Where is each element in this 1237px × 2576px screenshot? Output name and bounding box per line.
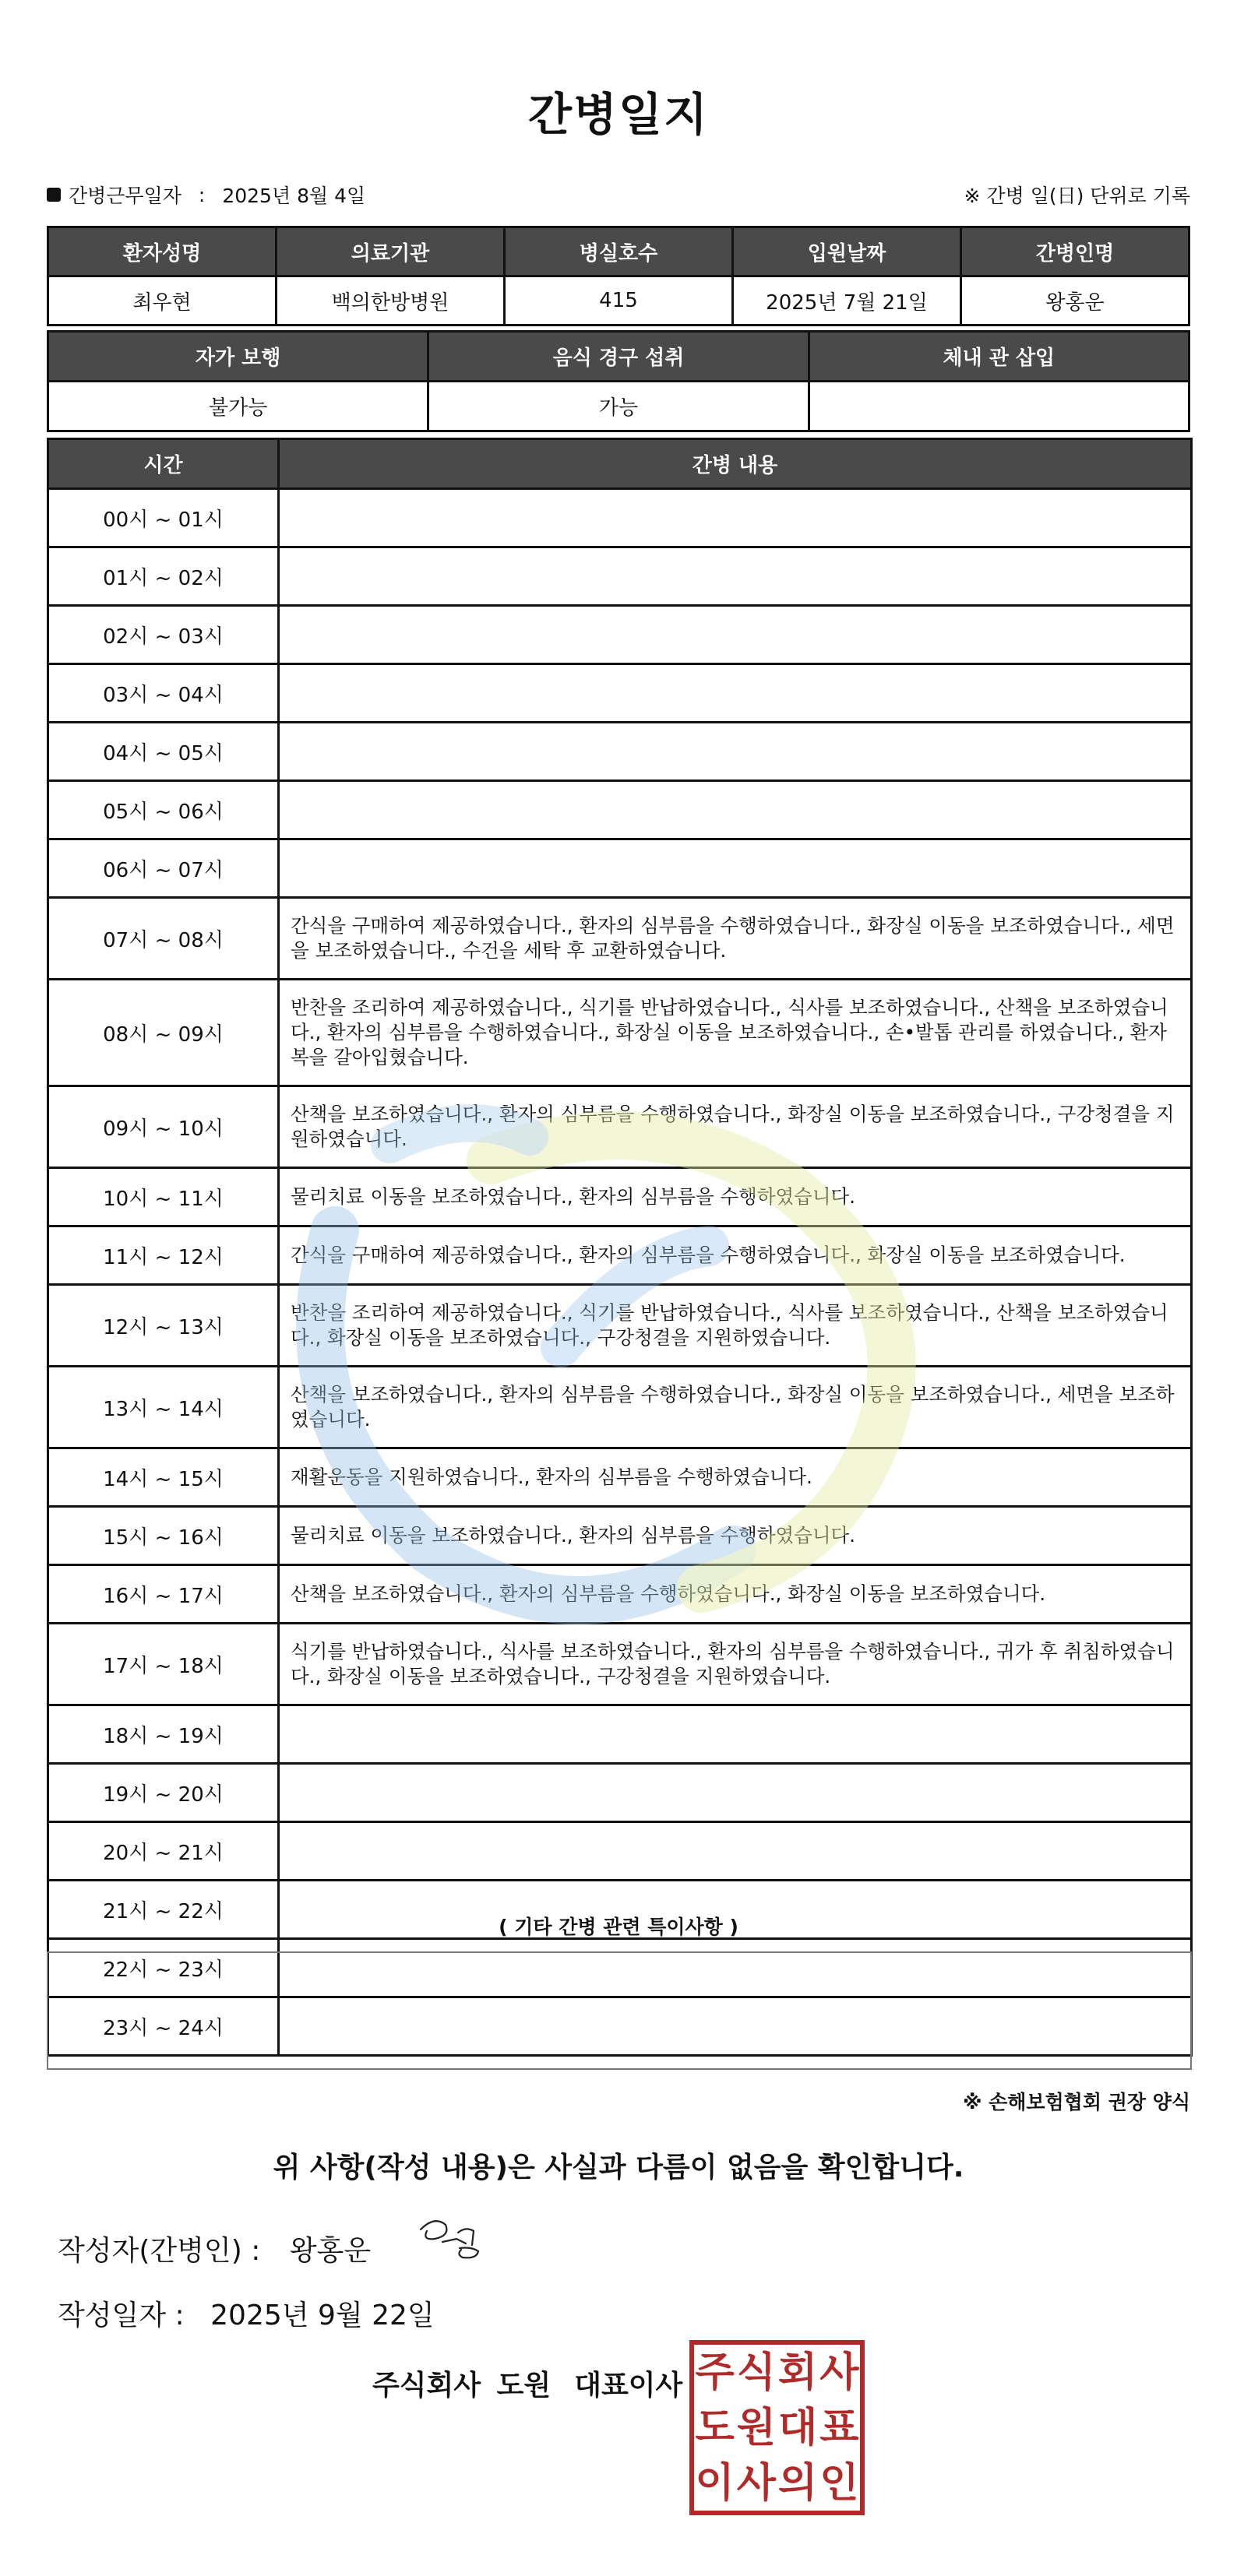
time-cell: 16시 ~ 17시 bbox=[48, 1565, 279, 1624]
table-row bbox=[48, 1168, 1192, 1226]
daily-record-note: ※ 간병 일(日) 단위로 기록 bbox=[964, 185, 1190, 207]
patient-status-table bbox=[47, 330, 1190, 432]
patient-info-table bbox=[47, 226, 1190, 326]
time-cell: 19시 ~ 20시 bbox=[48, 1764, 279, 1822]
header-oral-intake: 음식 경구 섭취 bbox=[428, 332, 809, 382]
content-cell: 간식을 구매하여 제공하였습니다., 환자의 심부름을 수행하였습니다., 화장실 이동을 보조하였습니다. bbox=[279, 1226, 1192, 1285]
table-row bbox=[48, 980, 1192, 1086]
content-cell: 간식을 구매하여 제공하였습니다., 환자의 심부름을 수행하였습니다., 화장실 이동을 보조하였습니다., 세면을 보조하였습니다., 수건을 세탁 후 교환하였습니다. bbox=[279, 898, 1192, 980]
time-cell: 08시 ~ 09시 bbox=[48, 980, 279, 1086]
content-cell bbox=[279, 839, 1192, 898]
table-row bbox=[48, 898, 1192, 980]
header-self-walking: 자가 보행 bbox=[48, 332, 428, 382]
table-row bbox=[48, 1226, 1192, 1285]
caregiver-name: 왕홍운 bbox=[961, 276, 1189, 326]
writing-date-value: 2025년 9월 22일 bbox=[210, 2300, 435, 2331]
content-cell bbox=[279, 723, 1192, 781]
care-log-table bbox=[47, 438, 1193, 2057]
header-hospital: 의료기관 bbox=[277, 227, 505, 276]
tube-insertion-value bbox=[809, 382, 1189, 431]
time-cell: 12시 ~ 13시 bbox=[48, 1285, 279, 1367]
time-cell: 18시 ~ 19시 bbox=[48, 1705, 279, 1764]
patient-status-value-row bbox=[48, 382, 1189, 431]
table-row bbox=[48, 489, 1192, 547]
content-cell bbox=[279, 547, 1192, 606]
table-row bbox=[48, 1764, 1192, 1822]
time-cell: 03시 ~ 04시 bbox=[48, 664, 279, 723]
time-cell: 04시 ~ 05시 bbox=[48, 723, 279, 781]
work-date bbox=[47, 181, 365, 209]
writer-line bbox=[58, 2229, 371, 2268]
table-row bbox=[48, 1507, 1192, 1565]
patient-name: 최우현 bbox=[48, 276, 277, 326]
table-row bbox=[48, 547, 1192, 606]
header-admission-date: 입원날짜 bbox=[733, 227, 961, 276]
time-cell: 21시 ~ 22시 bbox=[48, 1881, 279, 1939]
content-cell: 반찬을 조리하여 제공하였습니다., 식기를 반납하였습니다., 식사를 보조하였습니다., 산책을 보조하였습니다., 화장실 이동을 보조하였습니다., 구강청결을 지원하였습니다. bbox=[279, 1285, 1192, 1367]
table-row bbox=[48, 1624, 1192, 1705]
company-name: 주식회사 도원 bbox=[372, 2370, 552, 2402]
writer-name: 왕홍운 bbox=[289, 2235, 372, 2267]
page-title: 간병일지 bbox=[527, 88, 710, 141]
time-cell: 02시 ~ 03시 bbox=[48, 606, 279, 664]
content-cell bbox=[279, 489, 1192, 547]
remarks-box bbox=[47, 1951, 1192, 2070]
recommended-form-note: ※ 손해보험협회 권장 양식 bbox=[963, 2091, 1190, 2113]
oral-intake-value: 가능 bbox=[428, 382, 809, 431]
time-cell: 17시 ~ 18시 bbox=[48, 1624, 279, 1705]
content-cell: 산책을 보조하였습니다., 환자의 심부름을 수행하였습니다., 화장실 이동을 보조하였습니다., 세면을 보조하였습니다. bbox=[279, 1367, 1192, 1448]
time-cell: 20시 ~ 21시 bbox=[48, 1822, 279, 1881]
table-row bbox=[48, 1822, 1192, 1881]
header-tube-insertion: 체내 관 삽입 bbox=[809, 332, 1189, 382]
table-row bbox=[48, 1285, 1192, 1367]
table-row bbox=[48, 1086, 1192, 1168]
time-cell: 14시 ~ 15시 bbox=[48, 1448, 279, 1507]
writing-date-line bbox=[58, 2293, 435, 2333]
time-cell: 07시 ~ 08시 bbox=[48, 898, 279, 980]
time-cell: 15시 ~ 16시 bbox=[48, 1507, 279, 1565]
company-seal-icon: 주 식 회 사 도 원 대 표 이 사 의 인 bbox=[689, 2340, 865, 2515]
content-cell: 물리치료 이동을 보조하였습니다., 환자의 심부름을 수행하였습니다. bbox=[279, 1168, 1192, 1226]
room-number: 415 bbox=[505, 276, 733, 326]
patient-info-header-row bbox=[48, 227, 1189, 276]
table-row bbox=[48, 606, 1192, 664]
time-cell: 13시 ~ 14시 bbox=[48, 1367, 279, 1448]
meta-row bbox=[47, 181, 1190, 212]
work-date-label: 간병근무일자 bbox=[69, 185, 181, 207]
time-cell: 00시 ~ 01시 bbox=[48, 489, 279, 547]
signature-icon bbox=[411, 2208, 489, 2270]
table-row bbox=[48, 1448, 1192, 1507]
content-cell: 재활운동을 지원하였습니다., 환자의 심부름을 수행하였습니다. bbox=[279, 1448, 1192, 1507]
time-cell: 06시 ~ 07시 bbox=[48, 839, 279, 898]
table-row bbox=[48, 1565, 1192, 1624]
work-date-value: 2025년 8월 4일 bbox=[222, 185, 366, 207]
content-cell: 산책을 보조하였습니다., 환자의 심부름을 수행하였습니다., 화장실 이동을 보조하였습니다., 구강청결을 지원하였습니다. bbox=[279, 1086, 1192, 1168]
representative-title: 대표이사 bbox=[574, 2370, 683, 2402]
remarks-title: ( 기타 간병 관련 특이사항 ) bbox=[499, 1916, 738, 1938]
header-room: 병실호수 bbox=[505, 227, 733, 276]
time-cell: 22시 ~ 23시 bbox=[48, 1939, 279, 1997]
content-cell: 물리치료 이동을 보조하였습니다., 환자의 심부름을 수행하였습니다. bbox=[279, 1507, 1192, 1565]
time-cell: 10시 ~ 11시 bbox=[48, 1168, 279, 1226]
care-log-header-row bbox=[48, 439, 1192, 489]
table-row bbox=[48, 839, 1192, 898]
admission-date: 2025년 7월 21일 bbox=[733, 276, 961, 326]
patient-status-header-row bbox=[48, 332, 1189, 382]
patient-info-value-row bbox=[48, 276, 1189, 326]
content-cell bbox=[279, 664, 1192, 723]
work-date-separator: : bbox=[198, 183, 206, 206]
content-cell bbox=[279, 1822, 1192, 1881]
header-time: 시간 bbox=[48, 439, 279, 489]
writing-date-label: 작성일자 : bbox=[58, 2300, 185, 2331]
content-cell: 식기를 반납하였습니다., 식사를 보조하였습니다., 환자의 심부름을 수행하였습니다., 귀가 후 취침하였습니다., 화장실 이동을 보조하였습니다., 구강청결을 지원하였습니다. bbox=[279, 1624, 1192, 1705]
table-row bbox=[48, 664, 1192, 723]
header-patient-name: 환자성명 bbox=[48, 227, 277, 276]
time-cell: 05시 ~ 06시 bbox=[48, 781, 279, 839]
self-walking-value: 불가능 bbox=[48, 382, 428, 431]
company-line bbox=[372, 2363, 682, 2403]
bullet-square-icon bbox=[47, 188, 61, 202]
header-caregiver-name: 간병인명 bbox=[961, 227, 1189, 276]
content-cell: 반찬을 조리하여 제공하였습니다., 식기를 반납하였습니다., 식사를 보조하였습니다., 산책을 보조하였습니다., 환자의 심부름을 수행하였습니다., 화장실 이동을 보조하였습니다., 손•발톱 관리를 하였습니다., 환자복을 갈아입혔습니다. bbox=[279, 980, 1192, 1086]
table-row bbox=[48, 1367, 1192, 1448]
content-cell: 산책을 보조하였습니다., 환자의 심부름을 수행하였습니다., 화장실 이동을 보조하였습니다. bbox=[279, 1565, 1192, 1624]
time-cell: 01시 ~ 02시 bbox=[48, 547, 279, 606]
time-cell: 09시 ~ 10시 bbox=[48, 1086, 279, 1168]
header-care-content: 간병 내용 bbox=[279, 439, 1192, 489]
content-cell bbox=[279, 606, 1192, 664]
table-row bbox=[48, 781, 1192, 839]
writer-label: 작성자(간병인) : bbox=[58, 2235, 261, 2267]
hospital-name: 백의한방병원 bbox=[277, 276, 505, 326]
confirmation-statement: 위 사항(작성 내용)은 사실과 다름이 없음을 확인합니다. bbox=[273, 2152, 964, 2184]
content-cell bbox=[279, 1764, 1192, 1822]
time-cell: 23시 ~ 24시 bbox=[48, 1997, 279, 2056]
table-row bbox=[48, 723, 1192, 781]
time-cell: 11시 ~ 12시 bbox=[48, 1226, 279, 1285]
content-cell bbox=[279, 781, 1192, 839]
table-row bbox=[48, 1705, 1192, 1764]
content-cell bbox=[279, 1705, 1192, 1764]
